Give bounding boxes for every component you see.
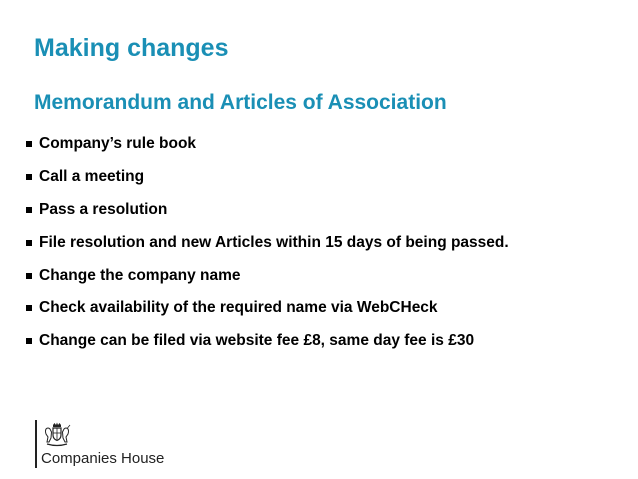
companies-house-logo [35, 420, 195, 470]
bullet-item [26, 325, 509, 358]
bullet-list [26, 128, 509, 358]
bullet-text: Pass a resolution [39, 200, 168, 218]
logo-divider [35, 420, 37, 468]
slide-subtitle: Memorandum and Articles of Association [34, 91, 447, 114]
bullet-item [26, 292, 509, 325]
bullet-text: Company’s rule book [39, 135, 197, 153]
bullet-square-icon [26, 174, 32, 180]
bullet-square-icon [26, 240, 32, 246]
bullet-item [26, 161, 509, 194]
bullet-text: Call a meeting [39, 168, 145, 186]
bullet-square-icon [26, 338, 32, 344]
slide-title: Making changes [34, 34, 229, 62]
bullet-square-icon [26, 273, 32, 279]
bullet-text: File resolution and new Articles within 15 days of being passed. [39, 233, 509, 251]
royal-crest-icon [42, 422, 72, 448]
bullet-square-icon [26, 141, 32, 147]
bullet-square-icon [26, 207, 32, 213]
bullet-item [26, 226, 509, 259]
bullet-text: Change can be filed via website fee £8, same day fee is £30 [39, 332, 475, 350]
bullet-text: Change the company name [39, 266, 241, 284]
logo-name: Companies House [41, 450, 165, 467]
bullet-square-icon [26, 305, 32, 311]
bullet-item [26, 194, 509, 227]
bullet-item [26, 128, 509, 161]
bullet-item [26, 259, 509, 292]
bullet-text: Check availability of the required name via WebCHeck [39, 299, 438, 317]
